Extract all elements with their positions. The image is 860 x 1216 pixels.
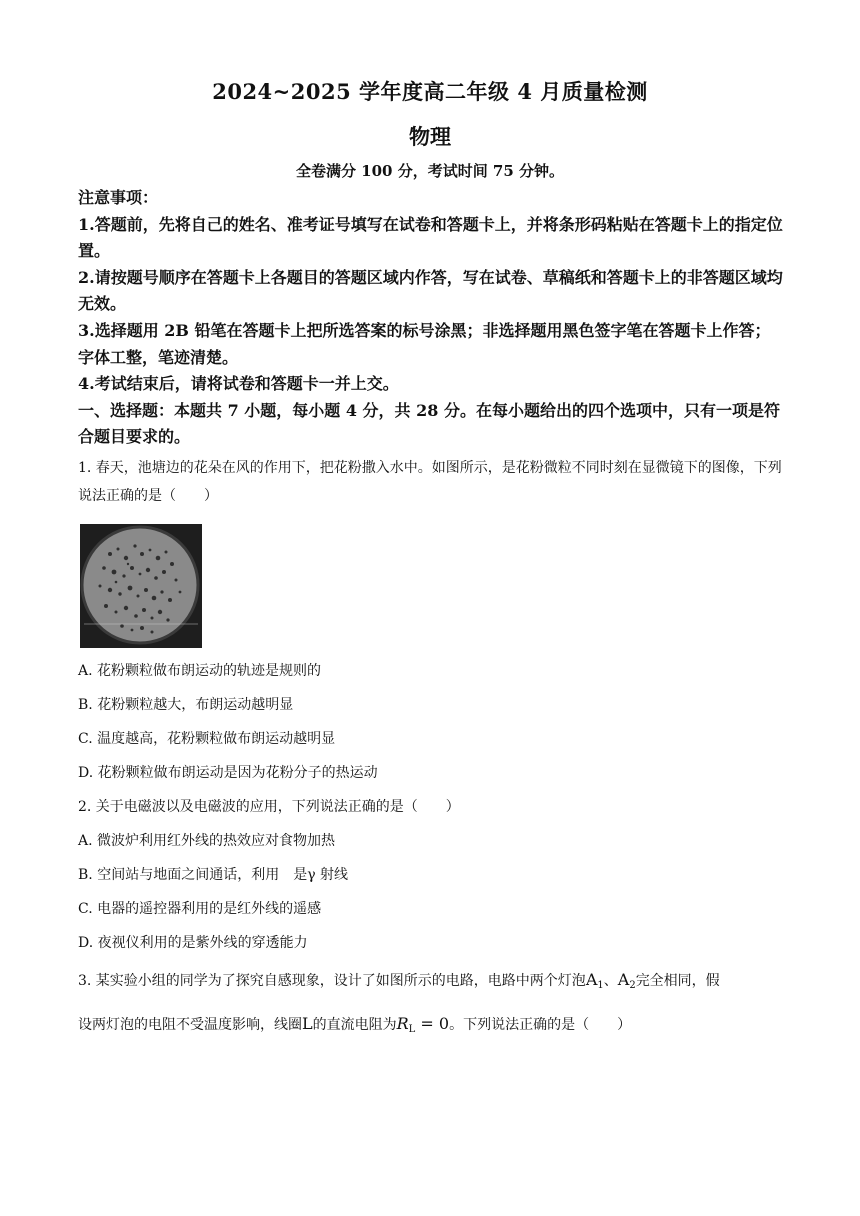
note-item-3: 3.选择题用 2B 铅笔在答题卡上把所选答案的标号涂黑；非选择题用黑色签字笔在答题卡上作答；字体工整，笔迹清楚。: [78, 320, 771, 367]
note-item-2: 2.请按题号顺序在答题卡上各题目的答题区域内作答，写在试卷、草稿纸和答题卡上的非答题区域均无效。: [78, 267, 783, 314]
q2-option-b: B. 空间站与地面之间通话，利用 是γ 射线: [78, 867, 349, 883]
question-1-stem: [78, 454, 786, 510]
resistance-value: = 0: [420, 1014, 450, 1033]
lamp-a2-symbol: [618, 970, 636, 989]
q3-text-part-1: 3. 某实验小组的同学为了探究自感现象，设计了如图所示的电路，电路中两个灯泡: [78, 973, 586, 989]
resistance-expression: [397, 1014, 449, 1033]
question-2-stem: 2. 关于电磁波以及电磁波的应用，下列说法正确的是（ ）: [78, 799, 460, 815]
resistance-letter: R: [396, 1014, 409, 1033]
q3-separator: 、: [603, 973, 618, 989]
coil-symbol: L: [302, 1014, 313, 1033]
pollen-microscope-image: [80, 524, 202, 648]
score-time-note: 全卷满分 100 分，考试时间 75 分钟。: [295, 162, 565, 180]
q2-option-c: C. 电器的遥控器利用的是红外线的遥感: [78, 901, 322, 917]
microscope-view-graphic: [80, 524, 202, 648]
q1-option-c: C. 温度越高，花粉颗粒做布朗运动越明显: [78, 731, 336, 747]
question-3-line-2: [78, 1014, 786, 1035]
question-3-line-1: [78, 970, 786, 991]
exam-title: 2024~2025 学年度高二年级 4 月质量检测: [212, 79, 648, 104]
q3-line2-part-c: 。下列说法正确的是（ ）: [449, 1017, 632, 1033]
q3-line2-part-a: 设两灯泡的电阻不受温度影响，线圈: [78, 1017, 302, 1033]
q1-option-b: B. 花粉颗粒越大，布朗运动越明显: [78, 697, 294, 713]
lamp-a1-letter: A: [585, 970, 598, 989]
subject-title: 物理: [409, 124, 451, 149]
lamp-a1-symbol: [586, 970, 604, 989]
resistance-subscript: L: [408, 1024, 416, 1035]
q3-text-part-2: 完全相同，假: [635, 973, 720, 989]
note-item-4: 4.考试结束后，请将试卷和答题卡一并上交。: [78, 374, 399, 394]
note-item-1: 1.答题前，先将自己的姓名、准考证号填写在试卷和答题卡上，并将条形码粘贴在答题卡上的指定位置。: [78, 214, 783, 261]
lamp-a2-letter: A: [617, 970, 630, 989]
lamp-a1-subscript: 1: [597, 980, 604, 991]
q2-option-d: D. 夜视仪利用的是紫外线的穿透能力: [78, 935, 308, 951]
q3-line2-part-b: 的直流电阻为: [312, 1017, 397, 1033]
q1-option-a: A. 花粉颗粒做布朗运动的轨迹是规则的: [78, 663, 322, 679]
question-1-text: 1. 春天，池塘边的花朵在风的作用下，把花粉撒入水中。如图所示，是花粉微粒不同时刻在显微镜下的图像，下列说法正确的是（ ）: [78, 460, 782, 504]
lamp-a2-subscript: 2: [629, 980, 636, 991]
notes-block: [78, 185, 786, 451]
q1-option-d: D. 花粉颗粒做布朗运动是因为花粉分子的热运动: [78, 765, 378, 781]
notes-heading: 注意事项：: [78, 188, 159, 207]
section-heading: 一、选择题：本题共 7 小题，每小题 4 分，共 28 分。在每小题给出的四个选项中，只有一项是符合题目要求的。: [78, 400, 780, 447]
q2-option-a: A. 微波炉利用红外线的热效应对食物加热: [78, 833, 336, 849]
